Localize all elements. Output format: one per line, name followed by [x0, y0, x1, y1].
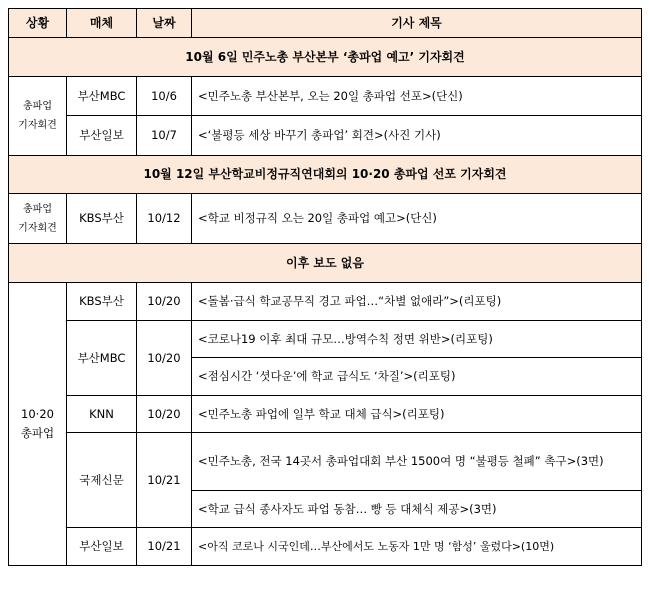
table-row [9, 433, 642, 491]
table-row [9, 321, 642, 358]
title-cell: <민주노총 부산본부, 오는 20일 총파업 선포>(단신) [192, 77, 642, 116]
date-cell: 10/21 [137, 528, 192, 566]
table-row [9, 194, 642, 244]
media-cell: KBS부산 [67, 283, 137, 321]
date-cell: 10/20 [137, 321, 192, 396]
group-label-3: 10·20 총파업 [9, 283, 67, 566]
title-cell: <학교 급식 종사자도 파업 동참… 빵 등 대체식 제공>(3면) [192, 491, 642, 528]
title-cell: <민주노총 파업에 일부 학교 대체 급식>(리포팅) [192, 396, 642, 433]
date-cell: 10/12 [137, 194, 192, 244]
header-date: 날짜 [137, 9, 192, 38]
header-title: 기사 제목 [192, 9, 642, 38]
title-cell: <민주노총, 전국 14곳서 총파업대회 부산 1500여 명 “불평등 철폐” 촉구>(3면) [192, 433, 642, 491]
table-row [9, 77, 642, 116]
group-label-2: 총파업 기자회견 [9, 194, 67, 244]
date-cell: 10/20 [137, 283, 192, 321]
header-status: 상황 [9, 9, 67, 38]
header-row [9, 9, 642, 38]
title-cell: <코로나19 이후 최대 규모…방역수칙 정면 위반>(리포팅) [192, 321, 642, 358]
date-cell: 10/6 [137, 77, 192, 116]
table-row [9, 528, 642, 566]
table-row [9, 116, 642, 156]
group-label-1: 총파업 기자회견 [9, 77, 67, 156]
table-row [9, 283, 642, 321]
media-cell: 부산일보 [67, 528, 137, 566]
band-3: 이후 보도 없음 [9, 244, 642, 283]
title-cell: <점심시간 ‘셧다운’에 학교 급식도 ‘차질’>(리포팅) [192, 358, 642, 396]
band-row [9, 156, 642, 194]
band-2: 10월 12일 부산학교비정규직연대회의 10·20 총파업 선포 기자회견 [9, 156, 642, 194]
media-cell: KBS부산 [67, 194, 137, 244]
band-1: 10월 6일 민주노총 부산본부 ‘총파업 예고’ 기자회견 [9, 38, 642, 77]
media-cell: 부산MBC [67, 77, 137, 116]
band-row [9, 244, 642, 283]
media-cell: 부산MBC [67, 321, 137, 396]
title-cell: <돌봄·급식 학교공무직 경고 파업…“차별 없애라”>(리포팅) [192, 283, 642, 321]
date-cell: 10/20 [137, 396, 192, 433]
media-cell: KNN [67, 396, 137, 433]
title-cell: <‘불평등 세상 바꾸기 총파업’ 회견>(사진 기사) [192, 116, 642, 156]
band-row [9, 38, 642, 77]
date-cell: 10/21 [137, 433, 192, 528]
media-cell: 부산일보 [67, 116, 137, 156]
title-cell: <아직 코로나 시국인데…부산에서도 노동자 1만 명 ‘함성’ 울렸다>(10면) [192, 528, 642, 566]
table-row [9, 396, 642, 433]
header-media: 매체 [67, 9, 137, 38]
media-cell: 국제신문 [67, 433, 137, 528]
title-cell: <학교 비정규직 오는 20일 총파업 예고>(단신) [192, 194, 642, 244]
date-cell: 10/7 [137, 116, 192, 156]
media-coverage-table [8, 8, 642, 566]
